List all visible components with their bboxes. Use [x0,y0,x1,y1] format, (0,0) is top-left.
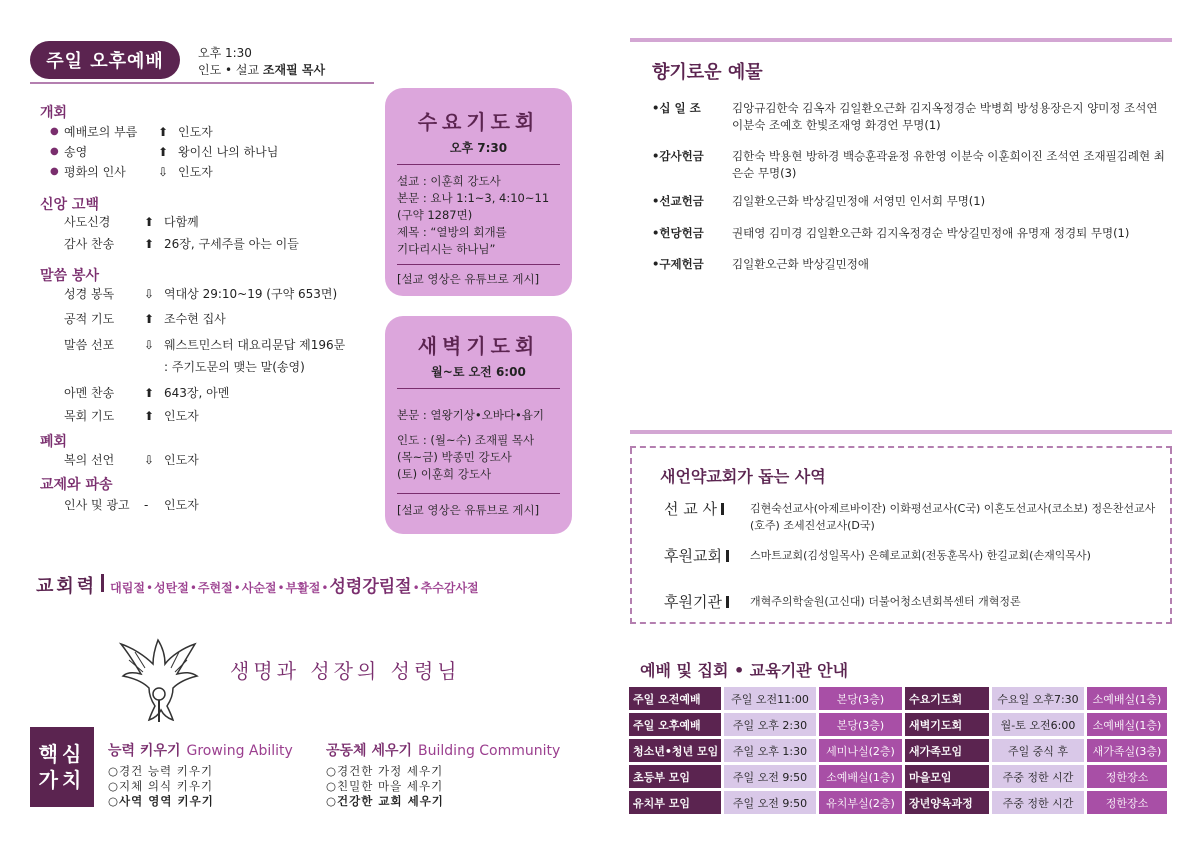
section-title: 개회 [40,105,68,121]
arrow-icon: ⬆ [158,124,169,139]
order-item: 아멘 찬송 ⬆ 643장, 아멘 [64,385,230,400]
offering-row: •구제헌금 김일환오근화 박상길민정애 [652,257,869,271]
core-values-badge [30,727,94,807]
core-item: ○경건한 가정 세우기 [326,764,444,778]
arrow-icon: ⬆ [144,236,155,251]
dawn-lines [385,407,572,483]
dawn-line: 본문 : 열왕기상•오바다•욥기 [397,408,544,422]
schedule-table [629,687,1167,817]
wednesday-footer: [설교 영상은 유튜브로 게시] [397,272,540,286]
bullet-icon: ● [50,146,59,157]
order-item: ● 평화의 인사 ⇩ 인도자 [50,164,213,179]
dawn-title: 새벽기도회 [417,334,540,358]
wednesday-line: 기다리시는 하나님” [397,242,496,256]
dash-icon: - [144,497,149,512]
table-row: 초등부 모임 주일 오전 9:50 소예배실(1층) 마을모임 주중 정한 시간 정한장소 [629,765,1167,791]
core-head: 공동체 세우기 Building Community [326,743,561,759]
wednesday-line: (구약 1287면) [397,208,473,222]
service-leader [198,62,325,79]
dawn-line: 인도 : (월~수) 조재필 목사 [397,433,535,447]
divider [630,38,1172,42]
arrow-icon: ⇩ [144,452,155,467]
core-item: ○경건 능력 키우기 [108,764,214,778]
badge-line: 가치 [38,768,86,792]
dove-icon [115,632,201,728]
arrow-icon: ⬆ [144,408,155,423]
core-value-growing [108,740,293,809]
order-item: 감사 찬송 ⬆ 26장, 구세주를 아는 이들 [64,236,299,251]
service-info [198,45,325,79]
offerings-title: 향기로운 예물 [652,62,763,83]
arrow-icon: ⇩ [144,337,155,352]
ministry-row: 후원기관 개혁주의학술원(고신대) 더불어청소년회복센터 개혁정론 [664,593,1021,611]
leader-name: 조재필 목사 [262,63,326,77]
order-item: : 주기도문의 맺는 말(송영) [164,360,305,374]
order-item: 공적 기도 ⬆ 조수현 집사 [64,311,226,326]
order-item: ● 예배로의 부름 ⬆ 인도자 [50,124,213,139]
section-title: 교제와 파송 [40,477,113,493]
core-head: 능력 키우기 Growing Ability [108,743,293,759]
order-item: ● 송영 ⬆ 왕이신 나의 하나님 [50,144,279,159]
order-item: 목회 기도 ⬆ 인도자 [64,408,199,423]
dawn-line [385,424,572,432]
arrow-icon: ⬆ [144,311,155,326]
divider [397,164,560,165]
schedule-title: 예배 및 집회 • 교육기관 안내 [640,661,849,680]
header-divider [30,82,374,84]
divider [397,264,560,265]
dawn-line: (목~금) 박종민 강도사 [397,450,512,464]
offering-row: •선교헌금 김일환오근화 박상길민정애 서영민 인서희 무명(1) [652,194,986,208]
order-item: 인사 및 광고 - 인도자 [64,497,199,512]
calendar-item: 주현절 [197,581,233,595]
order-item: 말씀 선포 ⇩ 웨스트민스터 대요리문답 제196문 [64,337,346,352]
offering-row: •감사헌금 김한숙 박용현 방하경 백승훈곽윤정 유한영 이분숙 이훈희이진 조석연 조재필김례현 최은순 무명(3) [652,149,1165,180]
badge-line: 핵심 [38,742,86,766]
dawn-footer: [설교 영상은 유튜브로 게시] [397,503,540,517]
table-row: 청소년•청년 모임 주일 오후 1:30 세미나실(2층) 새가족모임 주일 중식 후 새가족실(3층) [629,739,1167,765]
divider [397,388,560,389]
service-badge: 주일 오후예배 [30,41,180,79]
calendar-item: 사순절 [241,581,277,595]
offering-row: •헌당헌금 권태영 김미경 김일환오근화 김지옥정경순 박상길민정애 유명재 정경퇴 무명(1) [652,226,1130,240]
core-value-community [326,740,560,809]
ministry-row: 선 교 사 김현숙선교사(아제르바이잔) 이화평선교사(C국) 이혼도선교사(코소보) 정은찬선교사(호주) 조세진선교사(D국) [664,500,1156,532]
divider [630,430,1172,434]
wednesday-time: 오후 7:30 [449,141,508,155]
section-title: 폐회 [40,434,68,450]
ministry-title: 새언약교회가 돕는 사역 [660,467,826,486]
wednesday-line: 본문 : 요나 1:1~3, 4:10~11 [397,191,550,205]
table-row: 주일 오후예배 주일 오후 2:30 본당(3층) 새벽기도회 월-토 오전6:00 소예배실(1층) [629,713,1167,739]
core-item: ○사역 영역 키우기 [108,794,214,808]
divider [101,574,104,592]
arrow-icon: ⬆ [144,214,155,229]
dawn-prayer-box [385,316,572,534]
section-title: 말씀 봉사 [40,268,99,284]
calendar-item: 성탄절 [154,581,189,595]
offering-row: •십 일 조 김앙규김한숙 김옥자 김일환오근화 김지옥정경순 박병희 방성용장은지 양미정 조석연 이분숙 조예호 한빛조재영 화경언 무명(1) [652,101,1158,132]
ministry-row: 후원교회 스마트교회(김성일목사) 은혜로교회(전동훈목사) 한길교회(손재익목사) [664,547,1091,565]
calendar-item: 추수감사절 [420,581,479,595]
order-item: 사도신경 ⬆ 다함께 [64,214,199,229]
theme-title: 생명과 성장의 성령님 [230,659,461,683]
calendar-item: 부활절 [285,581,321,595]
service-time: 오후 1:30 [198,46,252,60]
church-calendar: 교회력 대림절 • 성탄절 • 주현절 • 사순절 • 부활절 • 성령강림절 • 추수감사절 [36,572,479,598]
wednesday-lines [385,173,572,258]
dawn-time: 월~토 오전 6:00 [431,365,526,379]
wednesday-title: 수요기도회 [417,110,540,134]
wednesday-line: 제목 : “열방의 회개를 [397,225,507,239]
divider [397,493,560,494]
core-item: ○지체 의식 키우기 [108,779,214,793]
calendar-item: 대림절 [110,581,145,595]
wednesday-line: 설교 : 이훈희 강도사 [397,174,501,188]
arrow-icon: ⬆ [144,385,155,400]
arrow-icon: ⇩ [158,164,169,179]
core-item: ○친밀한 마을 세우기 [326,779,444,793]
section-title: 신앙 고백 [40,197,99,213]
order-item: 복의 선언 ⇩ 인도자 [64,452,199,467]
wednesday-prayer-box [385,88,572,296]
table-row: 유치부 모임 주일 오전 9:50 유치부실(2층) 장년양육과정 주중 정한 시간 정한장소 [629,791,1167,817]
calendar-item-current: 성령강림절 [329,577,412,597]
table-row: 주일 오전예배 주일 오전11:00 본당(3층) 수요기도회 수요일 오후7:30 소예배실(1층) [629,687,1167,713]
dawn-line: (토) 이훈희 강도사 [397,467,492,481]
arrow-icon: ⬆ [158,144,169,159]
bullet-icon: ● [50,166,59,177]
leader-prefix: 인도 • 설교 [198,63,260,77]
core-item: ○건강한 교회 세우기 [326,794,444,808]
order-item: 성경 봉독 ⇩ 역대상 29:10~19 (구약 653면) [64,286,338,301]
calendar-title: 교회력 [36,576,98,597]
arrow-icon: ⇩ [144,286,155,301]
bullet-icon: ● [50,126,59,137]
